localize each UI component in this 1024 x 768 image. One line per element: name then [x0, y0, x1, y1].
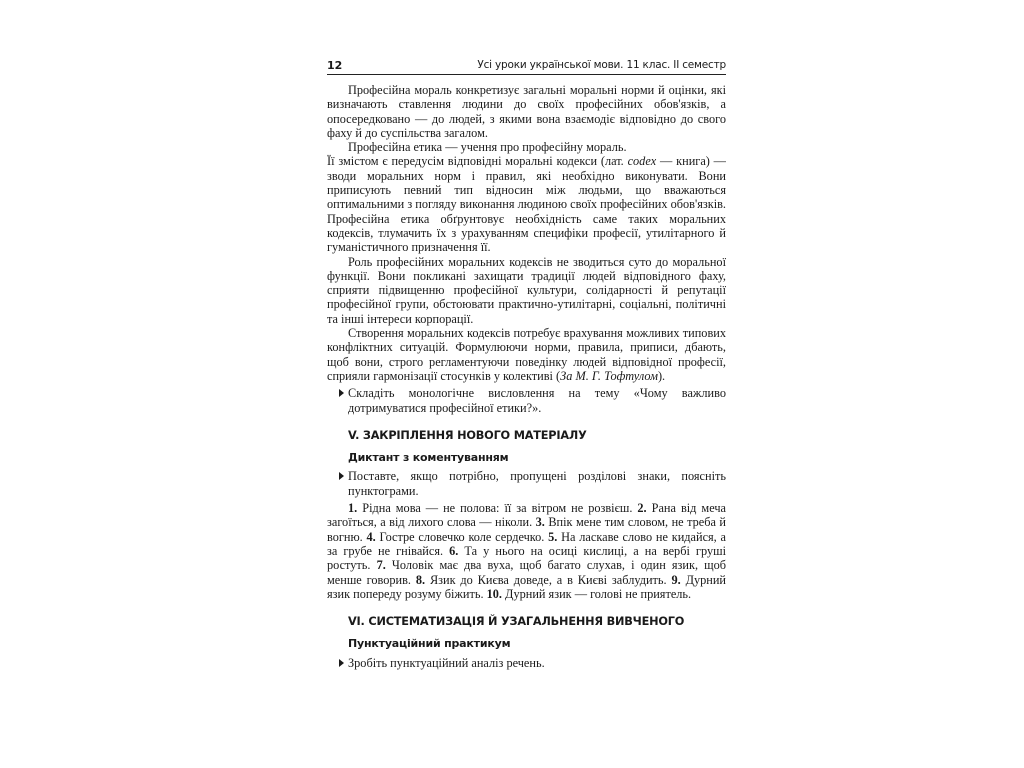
page-header — [327, 56, 726, 75]
page-body — [327, 83, 726, 670]
punctuation-practicum-heading: Пунктуаційний практикум — [348, 637, 511, 651]
page-number: 12 — [327, 59, 343, 72]
task-punctuation: Поставте, якщо потрібно, пропущені розділові знаки, поясніть пунктограми. — [327, 469, 726, 498]
triangle-bullet-icon — [339, 389, 344, 397]
dictation-heading: Диктант з коментуванням — [348, 451, 509, 465]
dictation-text: 1. Рідна мова — не полова: її за вітром не розвієш. 2. Рана від меча загоїться, а від лихого слова — ніколи. 3. Впік мене тим словом, не треба й вогню. 4. Гостре словечко коле сердечко. 5. На ласкаве слово не кидайся, а за грубе не гнівайся. 6. Та у нього на осиці кислиці, а на вербі груші ростуть. 7. Чоловік має два вуха, щоб багато слухав, і один язик, щоб менше говорив. 8. Язик до Києва доведе, а в Києві заблудить. 9. Дурний язик попереду розуму біжить. 10. Дурний язик — голові не приятель. — [327, 501, 726, 601]
paragraph-5: Створення моральних кодексів потребує врахування можливих типових конфліктних ситуацій. Формулюючи норми, правила, приписи, дбають, щоб вони, строго регламентуючи поведінку людей відповідної професії, сприяли гармонізації стосунків у колективі (За М. Г. Тофтулом). — [327, 326, 726, 383]
running-title: Усі уроки української мови. 11 клас. ІІ семестр — [477, 59, 726, 71]
triangle-bullet-icon — [339, 472, 344, 480]
latin-term: codex — [627, 154, 657, 169]
triangle-bullet-icon — [339, 659, 344, 667]
section-v-heading: V. ЗАКРІПЛЕННЯ НОВОГО МАТЕРІАЛУ — [348, 428, 587, 442]
paragraph-4: Роль професійних моральних кодексів не зводиться суто до моральної функції. Вони покликані захищати традиції людей відповідного фаху, сприяти підвищенню професійної культури, солідарності й репутації професійної групи, обстоювати практично-утилітарні, соціальні, політичні та інші інтереси корпорації. — [327, 254, 726, 326]
paragraph-2: Професійна етика — учення про професійну мораль. — [348, 140, 627, 155]
section-vi-heading: VI. СИСТЕМАТИЗАЦІЯ Й УЗАГАЛЬНЕННЯ ВИВЧЕНОГО — [348, 615, 685, 629]
paragraph-1: Професійна мораль конкретизує загальні моральні норми й оцінки, які визначають ставлення людини до своїх професійних обов'язків, а опосередковано — до людей, з якими вона взаємодіє відповідно до свого фаху й до суспільства загалом. — [327, 83, 726, 140]
paragraph-3: Її змістом є передусім відповідні моральні кодекси (лат. codex — книга) — зводи моральних норм і правил, які необхідно виконувати. Вони приписують певний тип відносин між людьми, що вважаються оптимальними з погляду виконання людиною своїх професійних обов'язків. Професійна етика обґрунтовує необхідність саме таких моральних кодексів, тлумачить їх з урахуванням специфіки професії, утилітарного й гуманістичного призначення її. — [327, 154, 726, 255]
task-analysis: Зробіть пунктуаційний аналіз речень. — [327, 656, 726, 670]
source-citation: За М. Г. Тофтулом — [560, 368, 658, 383]
book-page — [327, 56, 726, 670]
task-monologue: Складіть монологічне висловлення на тему «Чому важливо дотримуватися професійної етики?». — [327, 386, 726, 415]
